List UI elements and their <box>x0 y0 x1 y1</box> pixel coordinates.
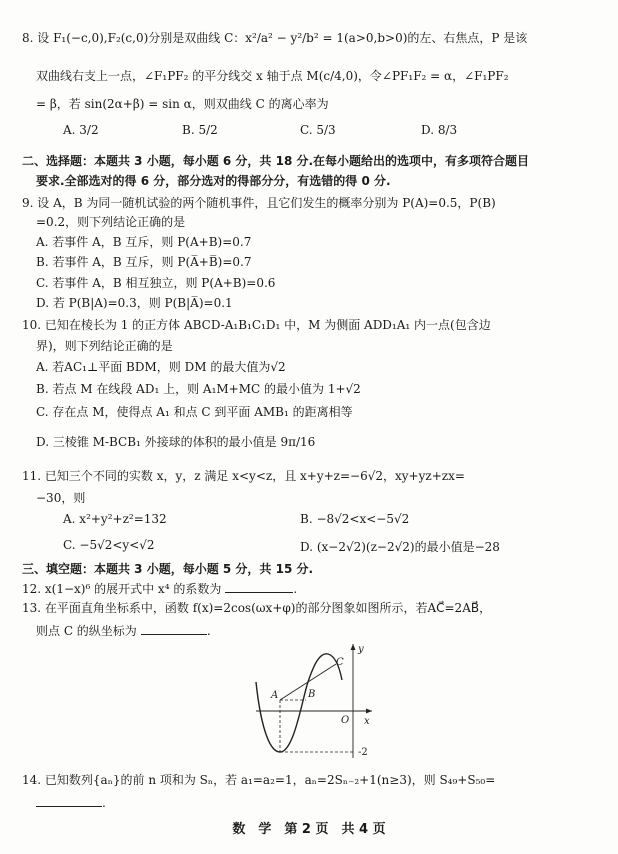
q12-answer-blank[interactable] <box>225 580 293 593</box>
q10-line2: 界)，则下列结论正确的是 <box>36 339 173 353</box>
q9-line1: 9. 设 A，B 为同一随机试验的两个随机事件，且它们发生的概率分别为 P(A)=0.5，P(B) <box>22 196 496 210</box>
graph-label-b: B <box>308 689 316 700</box>
q13-text: 则点 C 的纵坐标为 <box>36 624 137 638</box>
q10-option-d: D. 三棱锥 M-BCB₁ 外接球的体积的最小值是 9π/16 <box>36 435 316 449</box>
q14-answer-blank[interactable] <box>36 794 102 807</box>
page-footer: 数 学 第 2 页 共 4 页 <box>232 822 386 837</box>
q12-line: 12. x(1−x)⁶ 的展开式中 x⁴ 的系数为 . <box>22 582 298 596</box>
q8-option-c: C. 5/3 <box>300 123 336 137</box>
q14-line2 <box>36 794 106 811</box>
q8-line1: 8. 设 F₁(−c,0),F₂(c,0)分别是双曲线 C：x²/a² − y²/b² = 1(a>0,b>0)的左、右焦点，P 是该 <box>22 31 528 45</box>
q10-option-c: C. 存在点 M，使得点 A₁ 和点 C 到平面 AMB₁ 的距离相等 <box>36 405 353 419</box>
q8-option-d: D. 8/3 <box>421 123 458 137</box>
q11-line1: 11. 已知三个不同的实数 x，y，z 满足 x<y<z，且 x+y+z=−6√2，xy+yz+zx= <box>22 469 465 483</box>
q10-option-b: B. 若点 M 在线段 AD₁ 上，则 A₁M+MC 的最小值为 1+√2 <box>36 382 361 396</box>
q14-period: . <box>102 796 106 810</box>
q12-text: 12. x(1−x)⁶ 的展开式中 x⁴ 的系数为 <box>22 582 222 596</box>
q9-option-a: A. 若事件 A，B 互斥，则 P(A+B)=0.7 <box>36 235 252 249</box>
q14-line1: 14. 已知数列{aₙ}的前 n 项和为 Sₙ，若 a₁=a₂=1，aₙ=2Sₙ₋₂+1(n≥3)，则 S₄₉+S₅₀= <box>22 773 496 787</box>
q13-answer-blank[interactable] <box>141 622 207 635</box>
section2-heading-line2: 要求.全部选对的得 6 分，部分选对的得部分分，有选错的得 0 分. <box>36 174 391 188</box>
q13-function-graph <box>250 640 380 762</box>
q8-line2: 双曲线右支上一点，∠F₁PF₂ 的平分线交 x 轴于点 M(c/4,0)，令∠PF₁F₂ = α，∠F₁PF₂ <box>36 69 509 83</box>
q13-line2: 则点 C 的纵坐标为 . <box>36 624 211 638</box>
graph-label-min: -2 <box>358 747 368 758</box>
graph-label-a: A <box>271 690 279 701</box>
section2-heading-line1: 二、选择题：本题共 3 小题，每小题 6 分，共 18 分.在每小题给出的选项中，有多项符合题目 <box>22 154 530 168</box>
q9-option-b: B. 若事件 A，B 互斥，则 P(A̅+B̅)=0.7 <box>36 255 252 269</box>
section3-heading: 三、填空题：本题共 3 小题，每小题 5 分，共 15 分. <box>22 562 314 576</box>
graph-label-y: y <box>358 644 364 655</box>
graph-label-x: x <box>364 716 370 727</box>
y-axis-arrow <box>351 644 356 650</box>
q8-line3: = β，若 sin(2α+β) = sin α，则双曲线 C 的离心率为 <box>36 97 329 111</box>
q8-option-b: B. 5/2 <box>182 123 218 137</box>
q9-line2: =0.2，则下列结论正确的是 <box>36 215 186 229</box>
q9-option-d: D. 若 P(B|A)=0.3，则 P(B|A̅)=0.1 <box>36 296 233 310</box>
q11-option-c: C. −5√2<y<√2 <box>63 538 155 552</box>
q11-option-b: B. −8√2<x<−5√2 <box>300 512 410 526</box>
q11-line2: −30，则 <box>36 491 86 505</box>
graph-label-c: C <box>336 657 344 668</box>
q10-option-a: A. 若AC₁⊥平面 BDM，则 DM 的最大值为√2 <box>36 360 286 374</box>
q13-line1: 13. 在平面直角坐标系中，函数 f(x)=2cos(ωx+φ)的部分图象如图所示，若AC⃗=2AB⃗， <box>22 601 492 615</box>
x-axis-arrow <box>366 709 372 714</box>
q8-option-a: A. 3/2 <box>63 123 99 137</box>
graph-label-origin: O <box>341 715 350 726</box>
q11-option-d: D. (x−2√2)(z−2√2)的最小值是−28 <box>300 540 500 554</box>
q10-line1: 10. 已知在棱长为 1 的正方体 ABCD-A₁B₁C₁D₁ 中，M 为侧面 ADD₁A₁ 内一点(包含边 <box>22 318 491 332</box>
q11-option-a: A. x²+y²+z²=132 <box>63 512 167 526</box>
q9-option-c: C. 若事件 A，B 相互独立，则 P(A+B)=0.6 <box>36 276 276 290</box>
